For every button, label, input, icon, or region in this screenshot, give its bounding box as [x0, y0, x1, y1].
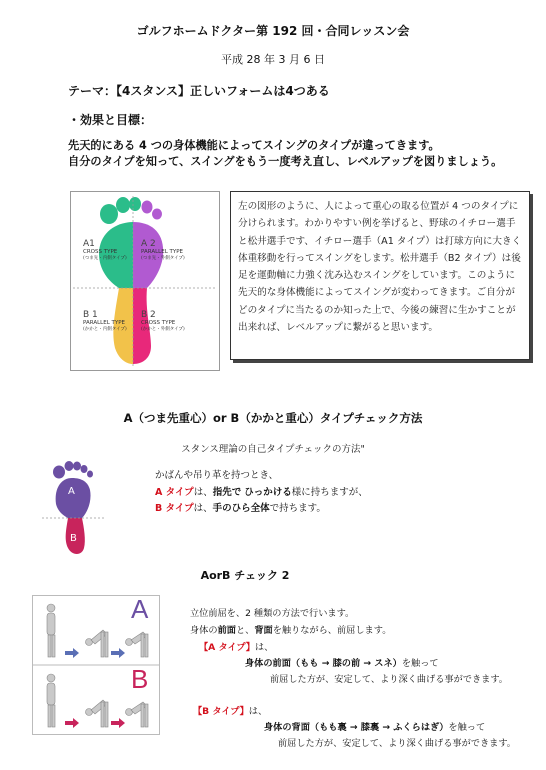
- label-b2: B 2 CROSS TYPE (かかと・外側タイプ): [141, 310, 185, 332]
- foot-illustration: [71, 192, 219, 370]
- forward-bend-illustration: [32, 595, 160, 735]
- toe-3: [129, 197, 141, 211]
- check1-line-b: B タイプは、手のひら全体で持ちます。: [155, 503, 326, 514]
- toe-2: [116, 197, 130, 213]
- intro-line-2: 自分のタイプを知って、スイングをもう一度考え直し、レベルアップを図りましょう。: [68, 155, 503, 168]
- explanation-box: 左の図形のように、人によって重心の取る位置が 4 つのタイプに分けられます。わかりやすい例を挙げると、野球のイチロー選手と松井選手です、イチロー選手（A1 タイプ）は打球方向に大きく体重移動を行ってスイングをします。松井選手（B2 タイプ）は後足を運動軸に力強く沈み込むスイングをしています。このように先天的な身体機能によってスイングが変わってきます。ご自分がどのタイプに当たるのか知った上で、今後の練習に生かすことが出来れば、レベルアップに繋がると思います。: [230, 191, 530, 360]
- check1-line1: かばんや吊り革を持つとき、: [155, 470, 279, 481]
- toe-4: [142, 201, 153, 214]
- check2-title: AorB チェック 2: [200, 569, 290, 582]
- label-b1: B 1 PARALLEL TYPE (かかと・内側タイプ): [83, 310, 127, 332]
- four-stance-foot-diagram: [70, 191, 220, 371]
- check2-a-result: 前屈した方が、安定して、より深く曲げる事ができます。: [270, 674, 508, 685]
- ab-foot-illustration: [42, 460, 104, 558]
- intro-line-1: 先天的にある 4 つの身体機能によってスイングのタイプが違ってきます。: [68, 139, 440, 152]
- letter-b: B: [131, 664, 149, 694]
- effect-heading: ・効果と目標：: [68, 113, 153, 127]
- check2-line2: 身体の前面と、背面を触りながら、前屈します。: [190, 625, 392, 636]
- check2-a-detail: 身体の前面（もも → 膝の前 → スネ）を触って: [245, 658, 439, 669]
- theme-heading: テーマ：【4スタンス】正しいフォームは4つある: [68, 84, 330, 98]
- check2-b-detail: 身体の背面（もも裏 → 膝裏 → ふくらはぎ）を触って: [264, 722, 486, 733]
- check2-b-result: 前屈した方が、安定して、より深く曲げる事ができます。: [278, 738, 516, 749]
- event-date: 平成 28 年 3 月 6 日: [221, 53, 325, 66]
- toe-5: [152, 209, 162, 220]
- foot-label-b: B: [70, 533, 77, 544]
- label-a1: A1 CROSS TYPE (つま先・内側タイプ): [83, 239, 127, 261]
- check1-subtitle: スタンス理論の自己タイプチェックの方法": [181, 444, 365, 455]
- check1-title: A（つま先重心）or B（かかと重心）タイプチェック方法: [123, 411, 423, 425]
- check2-b-tag: 【B タイプ】は、: [193, 706, 268, 717]
- intro-text: [68, 138, 502, 170]
- check2-a-tag: 【A タイプ】は、: [199, 642, 274, 653]
- toe-big: [100, 204, 118, 224]
- letter-a: A: [131, 594, 149, 624]
- check1-line-a: A タイプは、指先で ひっかける様に持ちますが、: [155, 486, 368, 498]
- check1-text: [155, 468, 368, 518]
- label-a2: A 2 PARALLEL TYPE (つま先・外側タイプ): [141, 239, 185, 261]
- foot-label-a: A: [68, 486, 75, 497]
- page-title: ゴルフホームドクター第 192 回・合同レッスン会: [136, 24, 410, 38]
- check2-line1: 立位前屈を、2 種類の方法で行います。: [190, 608, 355, 619]
